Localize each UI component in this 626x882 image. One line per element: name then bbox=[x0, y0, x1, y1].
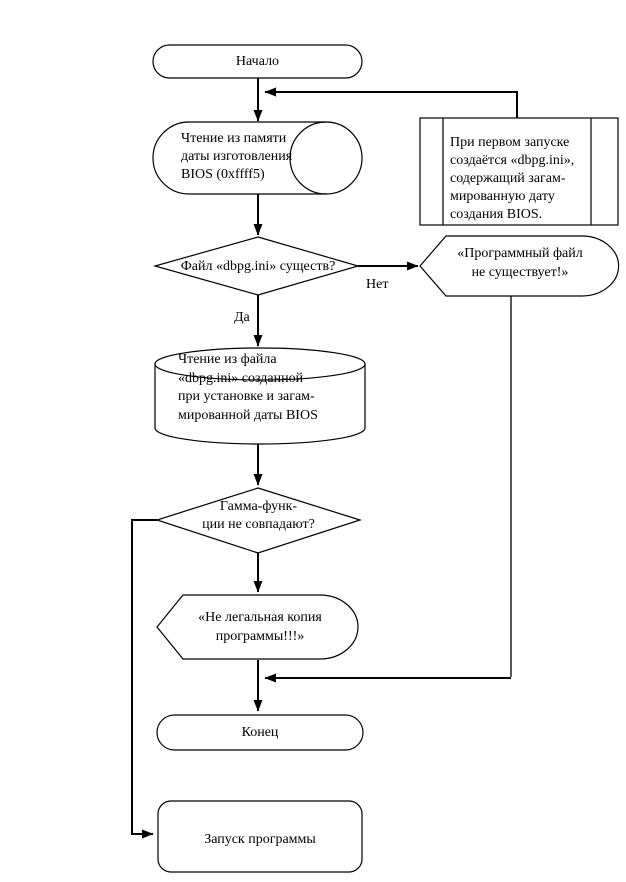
disk-read-file-line: Чтение из файла bbox=[178, 352, 277, 367]
display-no-file-line: «Программный файл bbox=[457, 246, 583, 261]
connector-note-to-mainline bbox=[265, 92, 517, 118]
display-illegal-line: программы!!!» bbox=[215, 629, 305, 644]
connector-decision2-left-branch bbox=[132, 520, 157, 834]
note-line: создаётся «dbpg.ini», bbox=[450, 153, 575, 168]
disk-read-file-line: «dbpg.ini» созданной bbox=[178, 370, 304, 386]
terminator-start-label: Начало bbox=[235, 54, 280, 69]
disk-read-file-line: при установке и загам- bbox=[178, 389, 315, 404]
decision-gamma-line: ции не совпадают? bbox=[202, 517, 315, 532]
process-run-label: Запуск программы bbox=[204, 832, 316, 847]
display-no-file-line: не существует!» bbox=[471, 265, 569, 280]
branch-yes-label: Да bbox=[234, 310, 250, 325]
note-line: создания BIOS. bbox=[450, 207, 543, 222]
branch-no-label: Нет bbox=[366, 277, 389, 292]
stored-data-bios-line: даты изготовления bbox=[181, 149, 293, 164]
display-illegal-label bbox=[165, 608, 355, 646]
stored-data-bios-line: BIOS (0xffff5) bbox=[181, 167, 265, 182]
decision-gamma-line: Гамма-функ- bbox=[219, 499, 298, 514]
display-no-file-label bbox=[432, 244, 608, 282]
disk-read-file-line: мированной даты BIOS bbox=[178, 407, 318, 423]
stored-data-bios-label bbox=[181, 130, 292, 184]
terminator-end-label: Конец bbox=[241, 725, 279, 740]
decision-gamma-label bbox=[157, 498, 360, 534]
stored-data-bios-line: Чтение из памяти bbox=[181, 131, 287, 146]
disk-read-file-label bbox=[178, 351, 318, 425]
decision-file-label: Файл «dbpg.ini» существ? bbox=[180, 259, 336, 274]
note-line: содержащий загам- bbox=[450, 171, 566, 186]
note-line: мированную дату bbox=[450, 189, 555, 204]
note-label bbox=[450, 134, 574, 224]
note-line: При первом запуске bbox=[450, 135, 570, 150]
display-illegal-line: «Не легальная копия bbox=[198, 610, 322, 625]
